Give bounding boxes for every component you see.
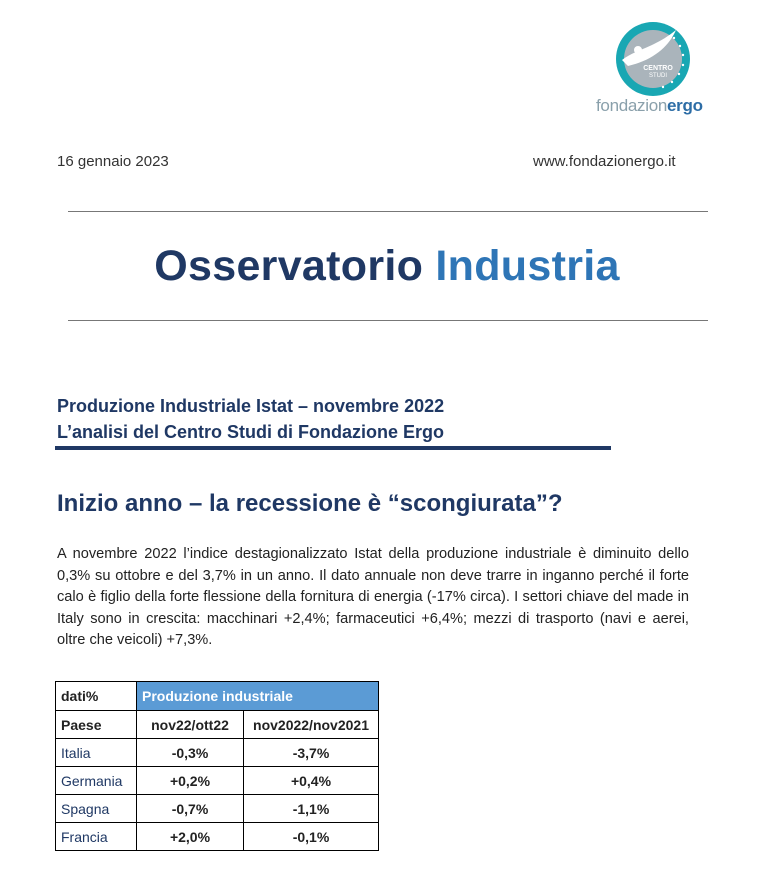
- table-row: [56, 739, 379, 767]
- section-divider: [55, 446, 611, 450]
- table-column-header-row: [56, 711, 379, 739]
- row-monthly: +0,2%: [137, 767, 244, 795]
- col-header-yearly: nov2022/nov2021: [244, 711, 379, 739]
- row-monthly: -0,3%: [137, 739, 244, 767]
- title-bottom-rule: [68, 320, 708, 321]
- table-corner-label: dati%: [56, 682, 137, 711]
- row-monthly: +2,0%: [137, 823, 244, 851]
- badge-line1: CENTRO: [643, 65, 673, 72]
- table-row: [56, 767, 379, 795]
- table-row: [56, 795, 379, 823]
- table-group-header: Produzione industriale: [137, 682, 379, 711]
- table-row: [56, 823, 379, 851]
- row-monthly: -0,7%: [137, 795, 244, 823]
- subheading-line1: Produzione Industriale Istat – novembre 2022: [57, 396, 445, 416]
- row-country: Spagna: [56, 795, 137, 823]
- title-top-rule: [68, 211, 708, 212]
- website-link[interactable]: www.fondazionergo.it: [533, 153, 676, 170]
- logo-word-light: fondazion: [596, 96, 668, 115]
- title-part1: Osservatorio: [154, 242, 424, 290]
- row-yearly: +0,4%: [244, 767, 379, 795]
- row-country: Germania: [56, 767, 137, 795]
- logo-wordmark: [596, 96, 703, 116]
- row-country: Italia: [56, 739, 137, 767]
- production-table: [55, 681, 379, 851]
- table-group-header-row: [56, 682, 379, 711]
- centro-studi-badge-icon: [614, 20, 692, 98]
- article-headline: Inizio anno – la recessione è “scongiurata”?: [57, 490, 563, 517]
- row-yearly: -0,1%: [244, 823, 379, 851]
- row-yearly: -3,7%: [244, 739, 379, 767]
- row-yearly: -1,1%: [244, 795, 379, 823]
- subheading-line2: L’analisi del Centro Studi di Fondazione Ergo: [57, 422, 445, 442]
- logo-word-bold: ergo: [667, 96, 703, 115]
- article-body: A novembre 2022 l’indice destagionalizzato Istat della produzione industriale è diminuito dello 0,3% su ottobre e del 3,7% in un anno. Il dato annuale non deve trarre in inganno perché il forte calo è figlio della forte flessione della fornitura di energia (-17% circa). I settori chiave del made in Italy sono in crescita: macchinari +2,4%; farmaceutici +6,4%; mezzi di trasporto (navi e aerei, oltre che veicoli) +7,3%.: [57, 546, 689, 648]
- col-header-monthly: nov22/ott22: [137, 711, 244, 739]
- row-country: Francia: [56, 823, 137, 851]
- fondazione-ergo-logo: [588, 14, 718, 118]
- title-part2: Industria: [435, 242, 620, 290]
- page-title: [0, 242, 774, 291]
- col-header-country: Paese: [56, 711, 137, 739]
- badge-line2: STUDI: [649, 73, 667, 79]
- publication-date: 16 gennaio 2023: [57, 153, 169, 170]
